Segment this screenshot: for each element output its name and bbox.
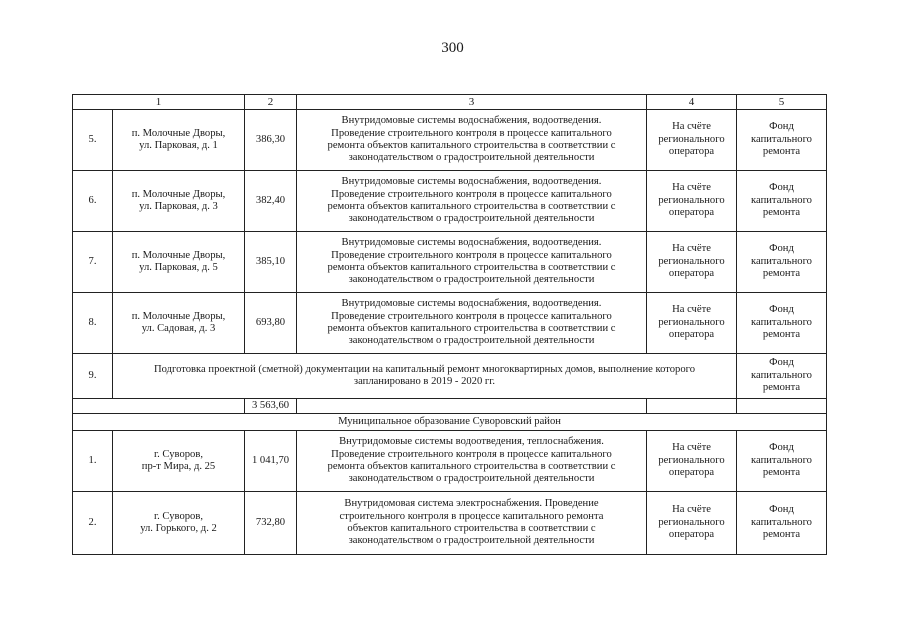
row-number: 1. (73, 431, 113, 492)
table-row (73, 110, 827, 171)
account-cell (647, 232, 737, 293)
account-line: оператора (668, 268, 715, 280)
source-line: капитального (751, 255, 812, 267)
total-row (73, 399, 827, 414)
works-line: Проведение строительного контроля в процессе капитального (331, 188, 612, 200)
account-line: оператора (668, 329, 715, 341)
account-line: регионального (658, 316, 725, 328)
header-cell-5: 5 (737, 95, 827, 110)
account-line: регионального (658, 194, 725, 206)
area-cell: 1 041,70 (245, 431, 297, 492)
works-line: Внутридомовые системы водоотведения, теплоснабжения. (339, 436, 604, 448)
source-line: Фонд (769, 121, 794, 133)
address-line: п. Молочные Дворы, (131, 310, 226, 322)
source-line: ремонта (762, 207, 801, 219)
works-line: законодательством о градостроительной деятельности (348, 335, 595, 347)
row-number: 5. (73, 110, 113, 171)
account-line: регионального (658, 255, 725, 267)
account-line: На счёте (672, 304, 711, 316)
design-docs-line: Подготовка проектной (сметной) документации на капитальный ремонт многоквартирных домов, выполнение которого (154, 363, 695, 375)
area-cell: 382,40 (245, 171, 297, 232)
address-cell (113, 492, 245, 555)
account-cell (647, 171, 737, 232)
source-line: ремонта (762, 467, 801, 479)
area-cell: 693,80 (245, 293, 297, 354)
header-cell-3: 3 (297, 95, 647, 110)
works-line: Внутридомовые системы водоснабжения, водоотведения. (341, 298, 602, 310)
header-cell-4: 4 (647, 95, 737, 110)
source-line: Фонд (769, 442, 794, 454)
source-cell (737, 110, 827, 171)
address-line: ул. Парковая, д. 5 (139, 262, 218, 273)
address-line: ул. Горького, д. 2 (140, 523, 217, 534)
works-line: Проведение строительного контроля в процессе капитального (331, 448, 612, 460)
design-docs-cell (113, 354, 737, 399)
source-line: капитального (751, 454, 812, 466)
works-line: объектов капитального строительства в соответствии с (347, 523, 596, 534)
address-line: ул. Садовая, д. 3 (141, 323, 216, 334)
table-row (73, 431, 827, 492)
works-line: ремонта объектов капитального строительства в соответствии с (327, 262, 616, 273)
address-line: ул. Парковая, д. 3 (139, 201, 218, 212)
account-line: регионального (658, 516, 725, 528)
capital-repair-table (72, 94, 827, 555)
account-line: оператора (668, 146, 715, 158)
source-cell (737, 492, 827, 555)
account-line: На счёте (672, 121, 711, 133)
account-line: оператора (668, 467, 715, 479)
works-line: Проведение строительного контроля в процессе капитального (331, 249, 612, 261)
address-cell (113, 110, 245, 171)
table-row (73, 232, 827, 293)
row-number: 9. (73, 354, 113, 399)
works-cell (297, 431, 647, 492)
page-number: 300 (441, 40, 464, 56)
address-line: п. Молочные Дворы, (131, 127, 226, 139)
row-number: 6. (73, 171, 113, 232)
address-cell (113, 232, 245, 293)
source-line: капитального (751, 194, 812, 206)
source-line: капитального (751, 316, 812, 328)
source-line: капитального (751, 133, 812, 145)
works-cell (297, 492, 647, 555)
works-line: законодательством о градостроительной деятельности (348, 535, 595, 547)
works-line: ремонта объектов капитального строительства в соответствии с (327, 140, 616, 151)
section-row (73, 414, 827, 431)
account-cell (647, 492, 737, 555)
row-number: 2. (73, 492, 113, 555)
source-line: Фонд (769, 182, 794, 194)
account-cell (647, 431, 737, 492)
address-cell (113, 431, 245, 492)
account-cell (647, 110, 737, 171)
account-line: На счёте (672, 182, 711, 194)
source-cell (737, 293, 827, 354)
account-line: На счёте (672, 243, 711, 255)
address-line: ул. Парковая, д. 1 (139, 140, 218, 151)
row-number: 7. (73, 232, 113, 293)
address-line: п. Молочные Дворы, (131, 249, 226, 261)
table-row (73, 171, 827, 232)
section-title: Муниципальное образование Суворовский район (73, 414, 827, 431)
address-line: г. Суворов, (153, 448, 204, 460)
source-line: Фонд (769, 304, 794, 316)
works-cell (297, 171, 647, 232)
row-number: 8. (73, 293, 113, 354)
source-cell (737, 431, 827, 492)
source-line: ремонта (762, 329, 801, 341)
works-line: строительного контроля в процессе капитального ремонта (339, 510, 604, 522)
empty-cell (297, 399, 647, 414)
works-line: ремонта объектов капитального строительства в соответствии с (327, 201, 616, 212)
address-line: г. Суворов, (153, 510, 204, 522)
works-line: Внутридомовые системы водоснабжения, водоотведения. (341, 176, 602, 188)
source-line: Фонд (769, 357, 794, 369)
account-line: На счёте (672, 442, 711, 454)
works-line: Проведение строительного контроля в процессе капитального (331, 310, 612, 322)
empty-cell (647, 399, 737, 414)
account-line: На счёте (672, 504, 711, 516)
table-row (73, 354, 827, 399)
works-line: законодательством о градостроительной деятельности (348, 274, 595, 286)
design-docs-line: запланировано в 2019 - 2020 гг. (353, 376, 496, 387)
address-cell (113, 171, 245, 232)
source-line: ремонта (762, 382, 801, 394)
works-cell (297, 110, 647, 171)
header-cell-1: 1 (73, 95, 245, 110)
address-line: пр-т Мира, д. 25 (141, 461, 216, 472)
works-line: Внутридомовая система электроснабжения. Проведение (344, 498, 599, 510)
area-cell: 385,10 (245, 232, 297, 293)
empty-cell (737, 399, 827, 414)
account-cell (647, 293, 737, 354)
table-row (73, 293, 827, 354)
works-line: ремонта объектов капитального строительства в соответствии с (327, 323, 616, 334)
works-line: законодательством о градостроительной деятельности (348, 152, 595, 164)
works-line: законодательством о градостроительной деятельности (348, 473, 595, 485)
source-line: ремонта (762, 529, 801, 541)
account-line: регионального (658, 454, 725, 466)
works-line: Внутридомовые системы водоснабжения, водоотведения. (341, 237, 602, 249)
area-cell: 386,30 (245, 110, 297, 171)
area-cell: 732,80 (245, 492, 297, 555)
source-cell (737, 171, 827, 232)
account-line: оператора (668, 529, 715, 541)
works-line: Внутридомовые системы водоснабжения, водоотведения. (341, 115, 602, 127)
source-cell (737, 232, 827, 293)
works-cell (297, 293, 647, 354)
works-cell (297, 232, 647, 293)
header-cell-2: 2 (245, 95, 297, 110)
address-cell (113, 293, 245, 354)
account-line: регионального (658, 133, 725, 145)
source-line: Фонд (769, 504, 794, 516)
address-line: п. Молочные Дворы, (131, 188, 226, 200)
source-line: ремонта (762, 146, 801, 158)
works-line: Проведение строительного контроля в процессе капитального (331, 127, 612, 139)
account-line: оператора (668, 207, 715, 219)
source-line: Фонд (769, 243, 794, 255)
works-line: ремонта объектов капитального строительства в соответствии с (327, 461, 616, 472)
total-area: 3 563,60 (245, 399, 297, 414)
works-line: законодательством о градостроительной деятельности (348, 213, 595, 225)
table-row (73, 492, 827, 555)
source-line: капитального (751, 369, 812, 381)
source-line: капитального (751, 516, 812, 528)
source-cell (737, 354, 827, 399)
total-label-cell (73, 399, 245, 414)
source-line: ремонта (762, 268, 801, 280)
header-row (73, 95, 827, 110)
